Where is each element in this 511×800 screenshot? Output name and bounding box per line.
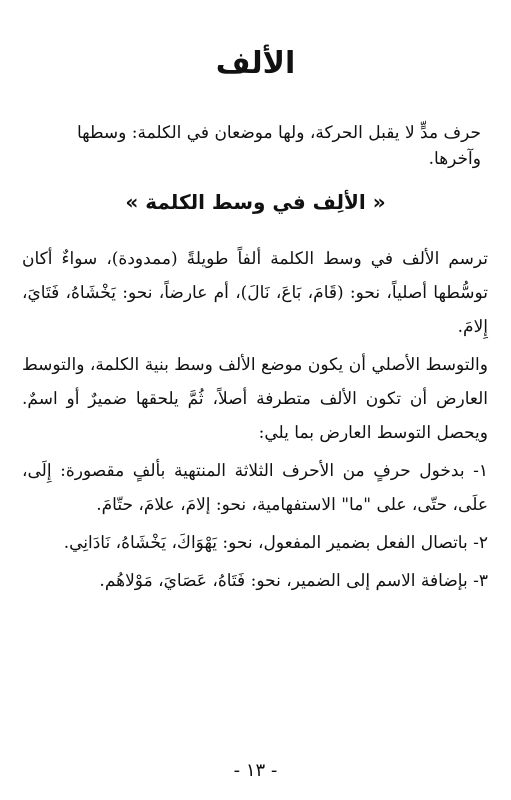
- section-heading: « الألِف في وسط الكلمة »: [125, 190, 386, 214]
- list-item: ٣- بإضافة الاسم إلى الضمير، نحو: فَتَاهُ، عَصَايَ، مَوْلاهُم.: [99, 571, 488, 591]
- paragraph: والتوسط الأصلي أن يكون موضع الألف وسط بنية الكلمة، والتوسط العارض أن تكون الألف متطرفة أصلاً، ثُمَّ يلحقها ضميرٌ أو اسمٌ. ويحصل التوسط العارض بما يلي:: [22, 355, 488, 443]
- list-item: ٢- باتصال الفعل بضمير المفعول، نحو: يَهْوَاكَ، يَخْشَاهُ، نَادَانِي.: [63, 533, 488, 553]
- intro-text: حرف مدٍّ لا يقبل الحركة، ولها موضعان في الكلمة: وسطها وآخرها.: [76, 123, 481, 169]
- paragraph: ترسم الألف في وسط الكلمة ألفاً طويلةً (ممدودة)، سواءٌ أكان توسُّطها أصلياً، نحو: (قَامَ، بَاعَ، نَالَ)، أم عارضاً، نحو: يَخْشَاهُ، فَتَايَ، إِلامَ.: [22, 249, 488, 337]
- page-number: - ١٣ -: [233, 760, 278, 781]
- page-title: الألف: [215, 46, 296, 81]
- body-text: [22, 242, 488, 602]
- list-item: ١- بدخول حرفٍ من الأحرف الثلاثة المنتهية بألفٍ مقصورة: إِلَى، علَى، حتّى، على "ما" الاستفهامية، نحو: إلامَ، علامَ، حتّامَ.: [22, 461, 488, 515]
